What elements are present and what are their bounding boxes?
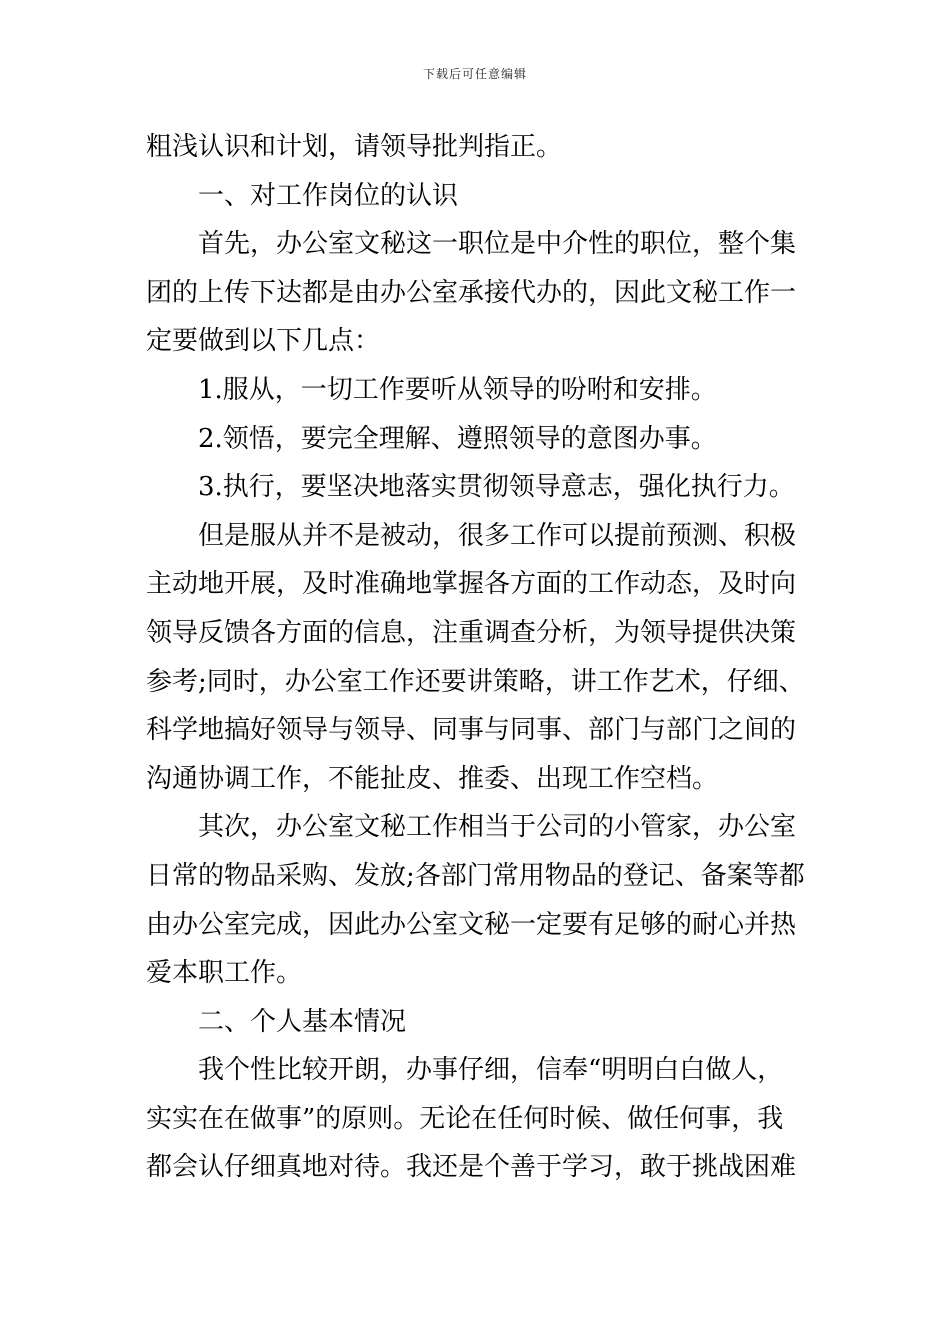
text-line: 其次，办公室文秘工作相当于公司的小管家，办公室 <box>198 812 797 843</box>
text-line: 实实在在做事”的原则。无论在任何时候、做任何事，我 <box>146 1103 784 1134</box>
text-line: 团的上传下达都是由办公室承接代办的，因此文秘工作一 <box>146 277 797 308</box>
text-line: 沟通协调工作，不能扯皮、推委、出现工作空档。 <box>146 763 719 794</box>
text-line: 领导反馈各方面的信息，注重调查分析，为领导提供决策 <box>146 617 797 648</box>
list-item: 2.领悟，要完全理解、遵照领导的意图办事。 <box>198 423 717 454</box>
text-line: 由办公室完成，因此办公室文秘一定要有足够的耐心并热 <box>146 909 797 940</box>
text-line: 首先，办公室文秘这一职位是中介性的职位，整个集 <box>198 229 797 260</box>
text-line: 定要做到以下几点： <box>146 326 381 357</box>
document-body <box>146 123 806 1192</box>
list-item: 1.服从，一切工作要听从领导的吩咐和安排。 <box>198 374 717 405</box>
section-heading-2: 二、个人基本情况 <box>198 1006 407 1037</box>
text-line: 科学地搞好领导与领导、同事与同事、部门与部门之间的 <box>146 715 797 746</box>
text-line: 参考;同时，办公室工作还要讲策略，讲工作艺术，仔细、 <box>146 666 805 697</box>
text-line: 我个性比较开朗，办事仔细，信奉“明明白白做人， <box>198 1055 784 1086</box>
text-line: 粗浅认识和计划，请领导批判指正。 <box>146 132 563 162</box>
text-line: 都会认仔细真地对待。我还是个善于学习，敢于挑战困难 <box>146 1152 797 1183</box>
text-line: 日常的物品采购、发放;各部门常用物品的登记、备案等都 <box>146 860 805 891</box>
list-item: 3.执行，要坚决地落实贯彻领导意志，强化执行力。 <box>198 472 795 503</box>
text-line: 爱本职工作。 <box>146 958 303 989</box>
section-heading-1: 一、对工作岗位的认识 <box>198 180 459 211</box>
page-header-note: 下载后可任意编辑 <box>422 67 527 81</box>
text-line: 但是服从并不是被动，很多工作可以提前预测、积极 <box>198 520 797 551</box>
text-line: 主动地开展，及时准确地掌握各方面的工作动态，及时向 <box>146 569 797 600</box>
